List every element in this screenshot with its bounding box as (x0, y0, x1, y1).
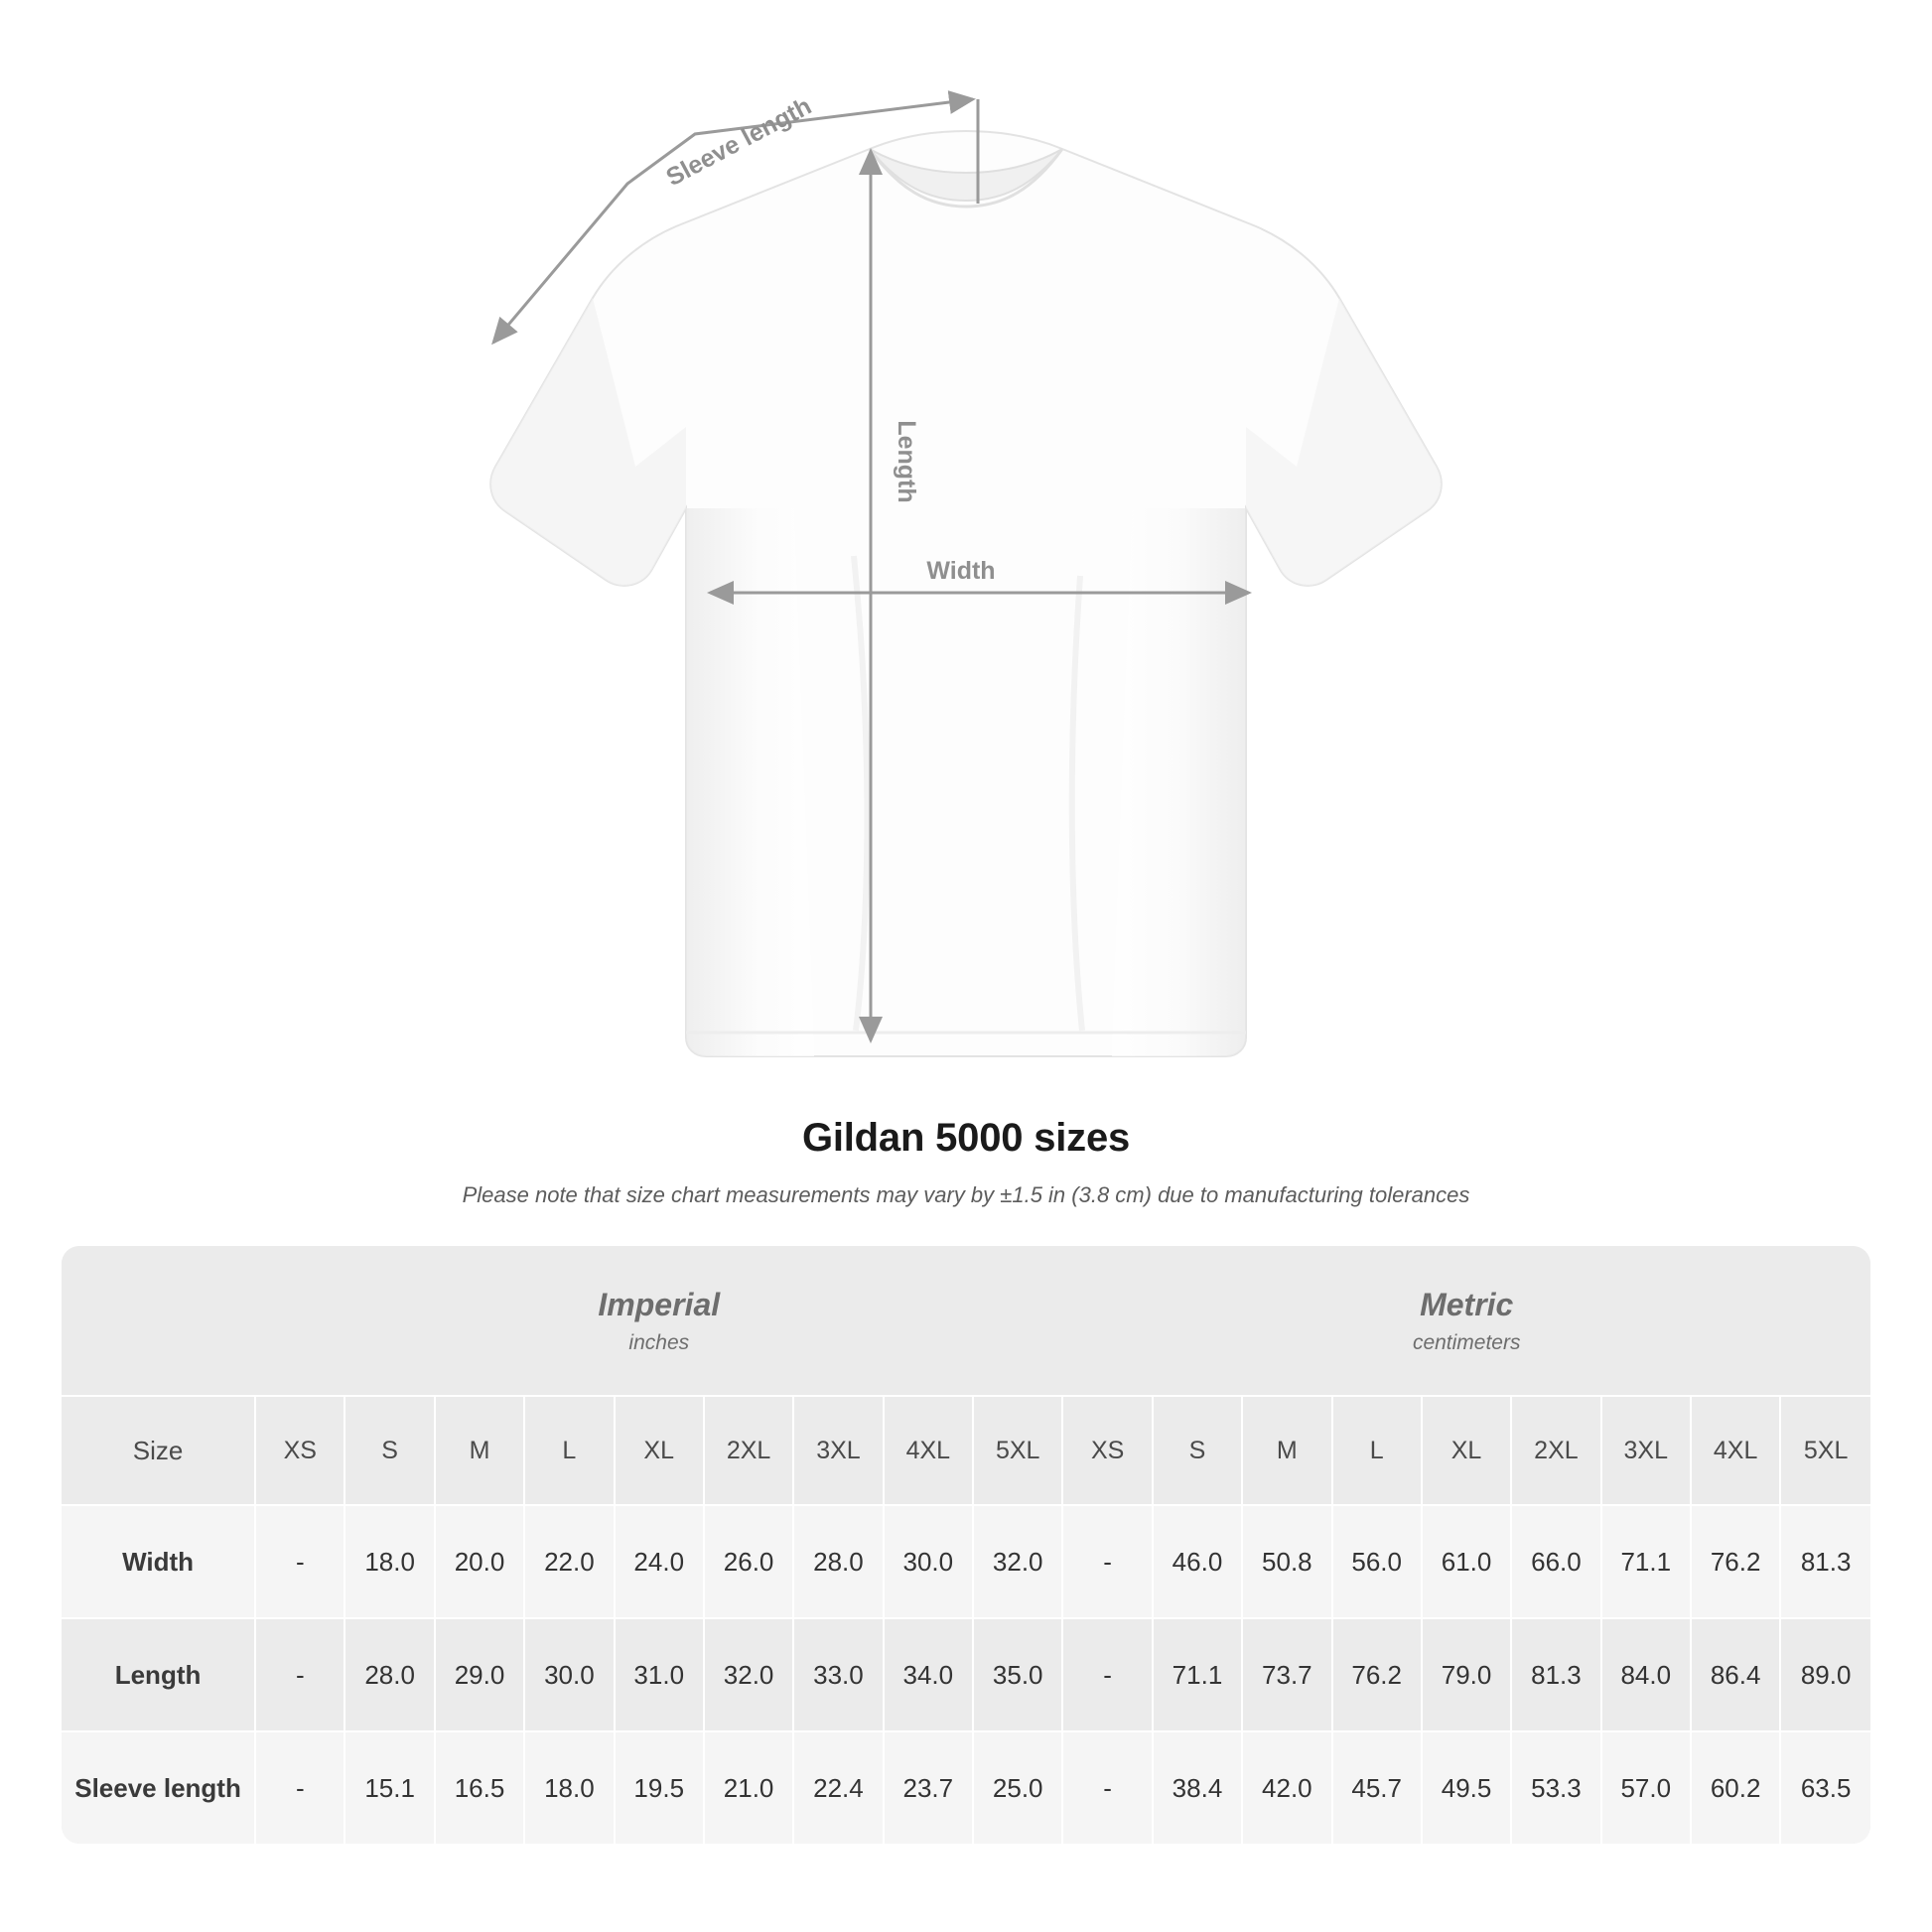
label-sleeve-length: Sleeve length (661, 91, 816, 193)
row-label-sleeve-length: Sleeve length (62, 1731, 255, 1844)
cell-width-imperial-xs: - (255, 1505, 345, 1618)
unit-spacer (62, 1246, 255, 1396)
cell-width-imperial-2xl: 26.0 (704, 1505, 793, 1618)
header-size-metric-xs: XS (1062, 1396, 1152, 1505)
unit-group-row (62, 1246, 1870, 1396)
cell-sleeve-imperial-xs: - (255, 1731, 345, 1844)
label-length: Length (893, 420, 920, 503)
unit-metric-name: Metric (1420, 1286, 1514, 1322)
cell-width-metric-3xl: 71.1 (1601, 1505, 1691, 1618)
cell-length-metric-m: 73.7 (1242, 1618, 1331, 1731)
unit-imperial-name: Imperial (598, 1286, 721, 1322)
cell-length-imperial-5xl: 35.0 (973, 1618, 1062, 1731)
cell-sleeve-metric-l: 45.7 (1332, 1731, 1422, 1844)
cell-length-imperial-s: 28.0 (345, 1618, 434, 1731)
header-size-imperial-l: L (524, 1396, 614, 1505)
size-table-container (62, 1246, 1870, 1844)
cell-width-imperial-3xl: 28.0 (793, 1505, 883, 1618)
cell-width-imperial-5xl: 32.0 (973, 1505, 1062, 1618)
header-size-metric-4xl: 4XL (1691, 1396, 1780, 1505)
cell-length-imperial-3xl: 33.0 (793, 1618, 883, 1731)
unit-metric-sub: centimeters (1412, 1330, 1521, 1354)
unit-group-imperial (255, 1246, 1062, 1396)
header-size-metric-5xl: 5XL (1780, 1396, 1870, 1505)
header-size-imperial-2xl: 2XL (704, 1396, 793, 1505)
header-size-imperial-s: S (345, 1396, 434, 1505)
cell-length-imperial-4xl: 34.0 (884, 1618, 973, 1731)
cell-sleeve-metric-5xl: 63.5 (1780, 1731, 1870, 1844)
header-size-metric-s: S (1153, 1396, 1242, 1505)
cell-width-imperial-4xl: 30.0 (884, 1505, 973, 1618)
header-size-imperial-5xl: 5XL (973, 1396, 1062, 1505)
cell-sleeve-metric-4xl: 60.2 (1691, 1731, 1780, 1844)
cell-length-imperial-m: 29.0 (435, 1618, 524, 1731)
size-table (62, 1246, 1870, 1844)
cell-width-imperial-l: 22.0 (524, 1505, 614, 1618)
cell-sleeve-metric-xl: 49.5 (1422, 1731, 1511, 1844)
cell-length-metric-3xl: 84.0 (1601, 1618, 1691, 1731)
label-width: Width (926, 557, 996, 585)
cell-width-imperial-m: 20.0 (435, 1505, 524, 1618)
cell-width-imperial-s: 18.0 (345, 1505, 434, 1618)
unit-imperial-sub: inches (628, 1330, 690, 1354)
header-size-label: Size (62, 1396, 255, 1505)
table-row-length (62, 1618, 1870, 1731)
cell-width-metric-5xl: 81.3 (1780, 1505, 1870, 1618)
heading-block (0, 1116, 1932, 1208)
header-size-metric-2xl: 2XL (1511, 1396, 1600, 1505)
cell-length-metric-l: 76.2 (1332, 1618, 1422, 1731)
header-size-imperial-m: M (435, 1396, 524, 1505)
cell-length-metric-xs: - (1062, 1618, 1152, 1731)
cell-sleeve-metric-m: 42.0 (1242, 1731, 1331, 1844)
row-label-width: Width (62, 1505, 255, 1618)
cell-sleeve-metric-xs: - (1062, 1731, 1152, 1844)
size-header-row (62, 1396, 1870, 1505)
header-size-imperial-xl: XL (615, 1396, 704, 1505)
unit-group-metric (1062, 1246, 1870, 1396)
cell-width-metric-s: 46.0 (1153, 1505, 1242, 1618)
header-size-imperial-xs: XS (255, 1396, 345, 1505)
cell-width-metric-l: 56.0 (1332, 1505, 1422, 1618)
page-title: Gildan 5000 sizes (801, 1116, 1131, 1160)
cell-width-metric-xl: 61.0 (1422, 1505, 1511, 1618)
cell-sleeve-imperial-s: 15.1 (345, 1731, 434, 1844)
cell-length-metric-s: 71.1 (1153, 1618, 1242, 1731)
cell-sleeve-imperial-4xl: 23.7 (884, 1731, 973, 1844)
cell-sleeve-imperial-5xl: 25.0 (973, 1731, 1062, 1844)
cell-sleeve-metric-3xl: 57.0 (1601, 1731, 1691, 1844)
cell-sleeve-imperial-2xl: 21.0 (704, 1731, 793, 1844)
cell-length-imperial-xl: 31.0 (615, 1618, 704, 1731)
tolerance-note: Please note that size chart measurements may vary by ±1.5 in (3.8 cm) due to manufacturing tolerances (462, 1182, 1470, 1207)
header-size-imperial-3xl: 3XL (793, 1396, 883, 1505)
cell-length-imperial-l: 30.0 (524, 1618, 614, 1731)
cell-sleeve-imperial-3xl: 22.4 (793, 1731, 883, 1844)
header-size-imperial-4xl: 4XL (884, 1396, 973, 1505)
cell-length-metric-xl: 79.0 (1422, 1618, 1511, 1731)
row-label-length: Length (62, 1618, 255, 1731)
cell-sleeve-imperial-l: 18.0 (524, 1731, 614, 1844)
table-row-sleeve-length (62, 1731, 1870, 1844)
cell-length-imperial-2xl: 32.0 (704, 1618, 793, 1731)
header-size-metric-xl: XL (1422, 1396, 1511, 1505)
cell-sleeve-metric-s: 38.4 (1153, 1731, 1242, 1844)
cell-width-metric-xs: - (1062, 1505, 1152, 1618)
cell-width-imperial-xl: 24.0 (615, 1505, 704, 1618)
header-size-metric-l: L (1332, 1396, 1422, 1505)
cell-sleeve-imperial-m: 16.5 (435, 1731, 524, 1844)
cell-width-metric-2xl: 66.0 (1511, 1505, 1600, 1618)
cell-length-metric-5xl: 89.0 (1780, 1618, 1870, 1731)
cell-length-metric-2xl: 81.3 (1511, 1618, 1600, 1731)
cell-length-imperial-xs: - (255, 1618, 345, 1731)
cell-width-metric-4xl: 76.2 (1691, 1505, 1780, 1618)
header-size-metric-m: M (1242, 1396, 1331, 1505)
cell-sleeve-metric-2xl: 53.3 (1511, 1731, 1600, 1844)
cell-sleeve-imperial-xl: 19.5 (615, 1731, 704, 1844)
cell-width-metric-m: 50.8 (1242, 1505, 1331, 1618)
cell-length-metric-4xl: 86.4 (1691, 1618, 1780, 1731)
table-row-width (62, 1505, 1870, 1618)
header-size-metric-3xl: 3XL (1601, 1396, 1691, 1505)
